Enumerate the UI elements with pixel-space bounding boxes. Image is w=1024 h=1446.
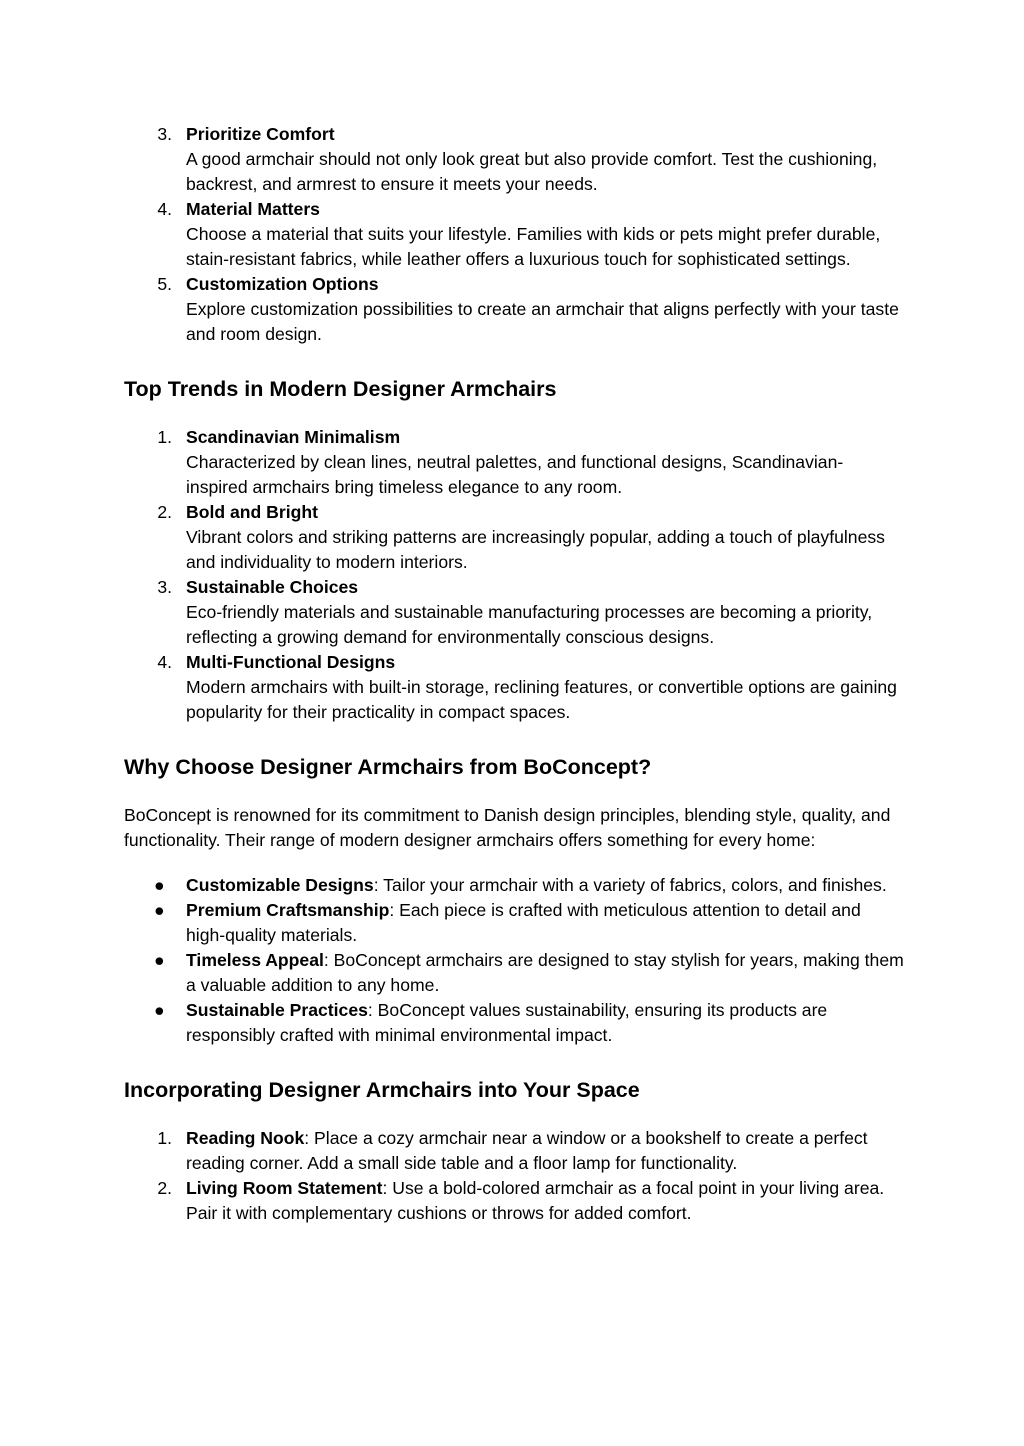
list-item-title: Premium Craftsmanship <box>186 900 390 920</box>
list-item <box>124 425 904 500</box>
list-item <box>124 500 904 575</box>
list-item-description: Modern armchairs with built-in storage, reclining features, or convertible options are gaining popularity for their practicality in compact spaces. <box>186 677 897 722</box>
list-item-description: Vibrant colors and striking patterns are increasingly popular, adding a touch of playfulness and individuality to modern interiors. <box>186 527 885 572</box>
document-content <box>124 122 904 1226</box>
list-item-description: : Each piece is crafted with meticulous attention to detail and high-quality materials. <box>186 900 861 945</box>
bullet-icon: ● <box>154 950 165 970</box>
list-item <box>124 197 904 272</box>
bullet-icon: ● <box>154 875 165 895</box>
list-number: 4. <box>157 199 172 219</box>
list-item <box>124 1126 904 1176</box>
list-item-title: Customizable Designs <box>186 875 374 895</box>
list-item-description: Explore customization possibilities to create an armchair that aligns perfectly with your taste and room design. <box>186 299 899 344</box>
list-item-description: : Tailor your armchair with a variety of fabrics, colors, and finishes. <box>373 875 887 895</box>
list-item-title: Bold and Bright <box>186 502 318 522</box>
list-item-title: Prioritize Comfort <box>186 124 335 144</box>
list-item-description: Characterized by clean lines, neutral palettes, and functional designs, Scandinavian-inspired armchairs bring timeless elegance to any room. <box>186 452 844 497</box>
benefits-list <box>124 873 904 1048</box>
list-number: 5. <box>157 274 172 294</box>
list-number: 1. <box>157 1128 172 1148</box>
list-item-title: Customization Options <box>186 274 379 294</box>
list-number: 2. <box>157 502 172 522</box>
list-item <box>124 1176 904 1226</box>
list-number: 3. <box>157 124 172 144</box>
list-item-title: Timeless Appeal <box>186 950 324 970</box>
list-number: 2. <box>157 1178 172 1198</box>
list-item-title: Reading Nook <box>186 1128 305 1148</box>
list-item <box>124 948 904 998</box>
list-item <box>124 898 904 948</box>
trends-list <box>124 425 904 725</box>
section-intro-paragraph: BoConcept is renowned for its commitment to Danish design principles, blending style, quality, and functionality. Their range of modern designer armchairs offers something for every home: <box>124 805 891 850</box>
list-item-title: Material Matters <box>186 199 320 219</box>
list-number: 4. <box>157 652 172 672</box>
list-item-description: A good armchair should not only look great but also provide comfort. Test the cushioning, backrest, and armrest to ensure it meets your needs. <box>186 149 878 194</box>
incorporating-list <box>124 1126 904 1226</box>
list-item <box>124 122 904 197</box>
list-item <box>124 272 904 347</box>
list-number: 1. <box>157 427 172 447</box>
list-item-description: Choose a material that suits your lifestyle. Families with kids or pets might prefer durable, stain-resistant fabrics, while leather offers a luxurious touch for sophisticated settings. <box>186 224 881 269</box>
list-item-description: Eco-friendly materials and sustainable manufacturing processes are becoming a priority, reflecting a growing demand for environmentally conscious designs. <box>186 602 873 647</box>
list-item-title: Sustainable Practices <box>186 1000 368 1020</box>
bullet-icon: ● <box>154 900 165 920</box>
list-item <box>124 873 904 898</box>
list-item <box>124 575 904 650</box>
list-item-description: : Use a bold-colored armchair as a focal point in your living area. Pair it with complementary cushions or throws for added comfort. <box>186 1178 885 1223</box>
list-item <box>124 998 904 1048</box>
section-heading-trends: Top Trends in Modern Designer Armchairs <box>124 377 557 401</box>
list-number: 3. <box>157 577 172 597</box>
list-item-title: Sustainable Choices <box>186 577 359 597</box>
list-item-title: Living Room Statement <box>186 1178 383 1198</box>
tips-list <box>124 122 904 347</box>
list-item-description: : BoConcept armchairs are designed to stay stylish for years, making them a valuable addition to any home. <box>186 950 904 995</box>
list-item-description: : Place a cozy armchair near a window or a bookshelf to create a perfect reading corner. Add a small side table and a floor lamp for functionality. <box>186 1128 868 1173</box>
section-heading-why: Why Choose Designer Armchairs from BoConcept? <box>124 755 652 779</box>
list-item-title: Multi-Functional Designs <box>186 652 396 672</box>
section-heading-incorporating: Incorporating Designer Armchairs into Your Space <box>124 1078 640 1102</box>
list-item-description: : BoConcept values sustainability, ensuring its products are responsibly crafted with minimal environmental impact. <box>186 1000 828 1045</box>
list-item <box>124 650 904 725</box>
list-item-title: Scandinavian Minimalism <box>186 427 401 447</box>
bullet-icon: ● <box>154 1000 165 1020</box>
